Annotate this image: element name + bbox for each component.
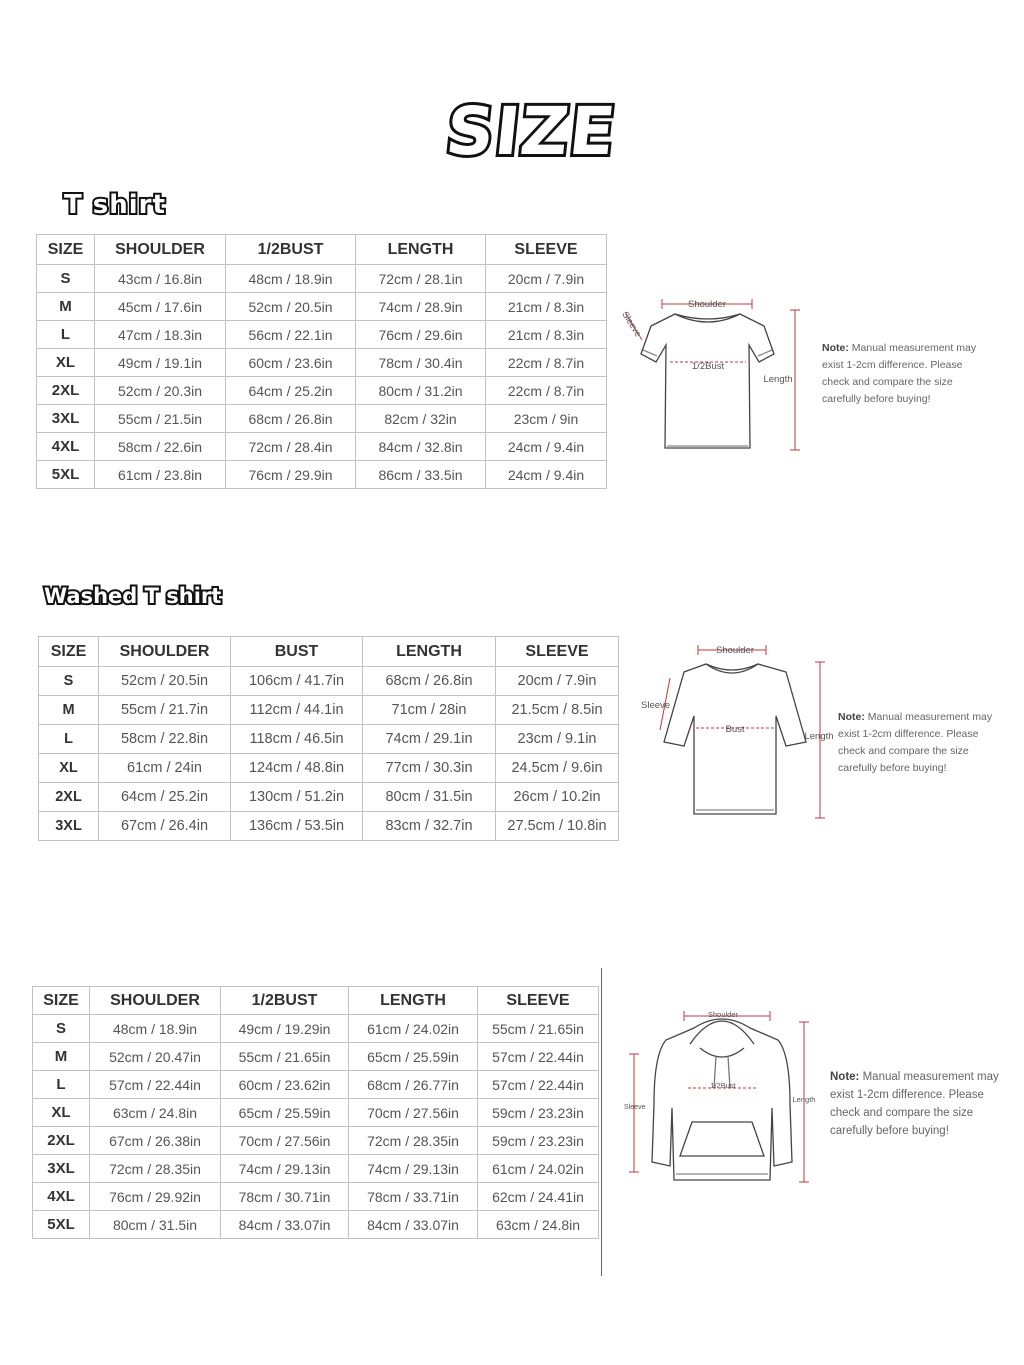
shoulder-label: Shoulder	[707, 1010, 739, 1019]
sleeve-cell: 61cm / 24.02in	[478, 1155, 599, 1183]
size-cell: 3XL	[33, 1155, 90, 1183]
bust-cell: 78cm / 30.71in	[221, 1183, 349, 1211]
bust-label: Bust	[725, 724, 745, 735]
sleeve-cell: 57cm / 22.44in	[478, 1043, 599, 1071]
size-cell: 5XL	[37, 461, 95, 489]
col-header-size: SIZE	[37, 235, 95, 265]
sleeve-cell: 23cm / 9in	[486, 405, 607, 433]
bust-cell: 72cm / 28.4in	[226, 433, 356, 461]
table-row	[37, 321, 607, 349]
size-cell: M	[37, 293, 95, 321]
sleeve-cell: 24cm / 9.4in	[486, 461, 607, 489]
bust-cell: 49cm / 19.29in	[221, 1015, 349, 1043]
size-cell: XL	[37, 349, 95, 377]
shoulder-cell: 49cm / 19.1in	[95, 349, 226, 377]
note-text: Manual measurement may exist 1-2cm difference. Please check and compare the size carefully before buying!	[830, 1071, 999, 1137]
hoodie-size-table	[32, 986, 599, 1239]
note-text: Manual measurement may exist 1-2cm difference. Please check and compare the size carefully before buying!	[838, 711, 993, 774]
washed-measurement-diagram	[636, 638, 836, 823]
shoulder-cell: 67cm / 26.38in	[90, 1127, 221, 1155]
hoodie-measurement-diagram	[618, 1004, 823, 1184]
sleeve-cell: 20cm / 7.9in	[486, 265, 607, 293]
table-row	[33, 1211, 599, 1239]
shoulder-cell: 63cm / 24.8in	[90, 1099, 221, 1127]
shoulder-cell: 43cm / 16.8in	[95, 265, 226, 293]
tshirt-size-table	[36, 234, 607, 489]
shoulder-cell: 52cm / 20.47in	[90, 1043, 221, 1071]
size-cell: M	[33, 1043, 90, 1071]
shoulder-cell: 48cm / 18.9in	[90, 1015, 221, 1043]
table-row	[39, 696, 619, 725]
size-cell: S	[39, 667, 99, 696]
sleeve-cell: 24.5cm / 9.6in	[496, 754, 619, 783]
bust-cell: 74cm / 29.13in	[221, 1155, 349, 1183]
length-cell: 80cm / 31.2in	[356, 377, 486, 405]
length-cell: 78cm / 33.71in	[349, 1183, 478, 1211]
length-cell: 71cm / 28in	[363, 696, 496, 725]
shoulder-label: Shoulder	[715, 645, 755, 656]
shoulder-cell: 80cm / 31.5in	[90, 1211, 221, 1239]
table-row	[33, 1155, 599, 1183]
size-cell: M	[39, 696, 99, 725]
bust-cell: 52cm / 20.5in	[226, 293, 356, 321]
table-row	[33, 1183, 599, 1211]
col-header-shoulder: SHOULDER	[99, 637, 231, 667]
bust-label: 1/2Bust	[710, 1081, 736, 1090]
washed-section-title: Washed T shirt	[44, 584, 222, 608]
length-cell: 74cm / 29.13in	[349, 1155, 478, 1183]
size-cell: 2XL	[39, 783, 99, 812]
bust-cell: 130cm / 51.2in	[231, 783, 363, 812]
col-header-length: LENGTH	[349, 987, 478, 1015]
table-row	[33, 1099, 599, 1127]
note-label: Note:	[822, 342, 849, 354]
col-header-shoulder: SHOULDER	[95, 235, 226, 265]
sleeve-cell: 63cm / 24.8in	[478, 1211, 599, 1239]
page-title: SIZE	[442, 93, 620, 170]
bust-cell: 55cm / 21.65in	[221, 1043, 349, 1071]
bust-cell: 60cm / 23.62in	[221, 1071, 349, 1099]
length-cell: 70cm / 27.56in	[349, 1099, 478, 1127]
col-header-size: SIZE	[39, 637, 99, 667]
sleeve-cell: 57cm / 22.44in	[478, 1071, 599, 1099]
bust-cell: 84cm / 33.07in	[221, 1211, 349, 1239]
shoulder-cell: 52cm / 20.3in	[95, 377, 226, 405]
size-cell: L	[37, 321, 95, 349]
table-row	[39, 783, 619, 812]
shoulder-cell: 55cm / 21.7in	[99, 696, 231, 725]
table-header-row	[33, 987, 599, 1015]
sleeve-cell: 62cm / 24.41in	[478, 1183, 599, 1211]
length-cell: 74cm / 28.9in	[356, 293, 486, 321]
length-cell: 68cm / 26.77in	[349, 1071, 478, 1099]
table-header-row	[37, 235, 607, 265]
table-row	[39, 667, 619, 696]
length-cell: 82cm / 32in	[356, 405, 486, 433]
length-cell: 84cm / 32.8in	[356, 433, 486, 461]
sleeve-cell: 23cm / 9.1in	[496, 725, 619, 754]
shoulder-cell: 52cm / 20.5in	[99, 667, 231, 696]
col-header-bust: 1/2BUST	[226, 235, 356, 265]
divider-line	[601, 968, 602, 1276]
col-header-shoulder: SHOULDER	[90, 987, 221, 1015]
table-row	[37, 293, 607, 321]
shoulder-cell: 47cm / 18.3in	[95, 321, 226, 349]
size-cell: 4XL	[33, 1183, 90, 1211]
shoulder-cell: 58cm / 22.8in	[99, 725, 231, 754]
shoulder-cell: 58cm / 22.6in	[95, 433, 226, 461]
sleeve-label: Sleeve	[641, 700, 671, 711]
table-row	[39, 725, 619, 754]
table-row	[37, 405, 607, 433]
table-row	[37, 377, 607, 405]
col-header-sleeve: SLEEVE	[486, 235, 607, 265]
tshirt-section-title: T shirt	[64, 190, 166, 220]
bust-cell: 65cm / 25.59in	[221, 1099, 349, 1127]
length-label: Length	[804, 731, 834, 742]
sleeve-cell: 21cm / 8.3in	[486, 293, 607, 321]
shoulder-cell: 55cm / 21.5in	[95, 405, 226, 433]
bust-cell: 70cm / 27.56in	[221, 1127, 349, 1155]
sleeve-cell: 22cm / 8.7in	[486, 377, 607, 405]
shoulder-cell: 61cm / 23.8in	[95, 461, 226, 489]
bust-cell: 136cm / 53.5in	[231, 812, 363, 841]
bust-cell: 76cm / 29.9in	[226, 461, 356, 489]
note-label: Note:	[838, 711, 865, 723]
sleeve-cell: 22cm / 8.7in	[486, 349, 607, 377]
tshirt-measurement-diagram	[612, 290, 812, 460]
sleeve-cell: 21.5cm / 8.5in	[496, 696, 619, 725]
length-cell: 84cm / 33.07in	[349, 1211, 478, 1239]
size-cell: 2XL	[37, 377, 95, 405]
hoodie-note	[830, 1068, 1006, 1140]
size-cell: XL	[39, 754, 99, 783]
sleeve-cell: 21cm / 8.3in	[486, 321, 607, 349]
col-header-length: LENGTH	[356, 235, 486, 265]
table-row	[33, 1071, 599, 1099]
length-cell: 76cm / 29.6in	[356, 321, 486, 349]
col-header-size: SIZE	[33, 987, 90, 1015]
table-row	[33, 1127, 599, 1155]
table-row	[33, 1015, 599, 1043]
note-label: Note:	[830, 1071, 860, 1083]
sleeve-cell: 20cm / 7.9in	[496, 667, 619, 696]
bust-cell: 64cm / 25.2in	[226, 377, 356, 405]
table-row	[37, 349, 607, 377]
washed-note	[838, 709, 1008, 777]
bust-cell: 56cm / 22.1in	[226, 321, 356, 349]
length-cell: 68cm / 26.8in	[363, 667, 496, 696]
shoulder-cell: 61cm / 24in	[99, 754, 231, 783]
sleeve-cell: 26cm / 10.2in	[496, 783, 619, 812]
size-cell: 2XL	[33, 1127, 90, 1155]
length-cell: 80cm / 31.5in	[363, 783, 496, 812]
size-cell: XL	[33, 1099, 90, 1127]
shoulder-cell: 64cm / 25.2in	[99, 783, 231, 812]
col-header-sleeve: SLEEVE	[496, 637, 619, 667]
sleeve-cell: 24cm / 9.4in	[486, 433, 607, 461]
table-row	[33, 1043, 599, 1071]
length-cell: 65cm / 25.59in	[349, 1043, 478, 1071]
size-cell: 4XL	[37, 433, 95, 461]
bust-cell: 60cm / 23.6in	[226, 349, 356, 377]
length-cell: 72cm / 28.1in	[356, 265, 486, 293]
length-cell: 74cm / 29.1in	[363, 725, 496, 754]
size-cell: L	[33, 1071, 90, 1099]
shoulder-cell: 76cm / 29.92in	[90, 1183, 221, 1211]
length-label: Length	[763, 374, 793, 385]
length-cell: 77cm / 30.3in	[363, 754, 496, 783]
tshirt-note	[822, 340, 990, 408]
shoulder-cell: 67cm / 26.4in	[99, 812, 231, 841]
shoulder-label: Shoulder	[687, 299, 727, 310]
bust-cell: 106cm / 41.7in	[231, 667, 363, 696]
length-cell: 78cm / 30.4in	[356, 349, 486, 377]
table-row	[37, 265, 607, 293]
table-row	[37, 433, 607, 461]
bust-cell: 68cm / 26.8in	[226, 405, 356, 433]
bust-cell: 48cm / 18.9in	[226, 265, 356, 293]
washed-size-table	[38, 636, 619, 841]
sleeve-cell: 55cm / 21.65in	[478, 1015, 599, 1043]
length-cell: 83cm / 32.7in	[363, 812, 496, 841]
note-text: Manual measurement may exist 1-2cm difference. Please check and compare the size carefully before buying!	[822, 342, 977, 405]
size-cell: S	[33, 1015, 90, 1043]
length-cell: 72cm / 28.35in	[349, 1127, 478, 1155]
length-cell: 86cm / 33.5in	[356, 461, 486, 489]
bust-cell: 112cm / 44.1in	[231, 696, 363, 725]
sleeve-label: Sleeve	[624, 1104, 646, 1111]
bust-cell: 118cm / 46.5in	[231, 725, 363, 754]
shoulder-cell: 45cm / 17.6in	[95, 293, 226, 321]
col-header-length: LENGTH	[363, 637, 496, 667]
shoulder-cell: 57cm / 22.44in	[90, 1071, 221, 1099]
col-header-sleeve: SLEEVE	[478, 987, 599, 1015]
table-row	[37, 461, 607, 489]
sleeve-cell: 27.5cm / 10.8in	[496, 812, 619, 841]
length-cell: 61cm / 24.02in	[349, 1015, 478, 1043]
size-cell: L	[39, 725, 99, 754]
sleeve-label: Sleeve	[620, 309, 644, 339]
bust-cell: 124cm / 48.8in	[231, 754, 363, 783]
size-cell: 5XL	[33, 1211, 90, 1239]
table-header-row	[39, 637, 619, 667]
sleeve-cell: 59cm / 23.23in	[478, 1099, 599, 1127]
size-cell: S	[37, 265, 95, 293]
table-row	[39, 754, 619, 783]
col-header-bust: BUST	[231, 637, 363, 667]
table-row	[39, 812, 619, 841]
length-label: Length	[792, 1095, 816, 1104]
size-cell: 3XL	[39, 812, 99, 841]
shoulder-cell: 72cm / 28.35in	[90, 1155, 221, 1183]
col-header-bust: 1/2BUST	[221, 987, 349, 1015]
size-cell: 3XL	[37, 405, 95, 433]
bust-label: 1/2Bust	[691, 361, 725, 372]
sleeve-cell: 59cm / 23.23in	[478, 1127, 599, 1155]
